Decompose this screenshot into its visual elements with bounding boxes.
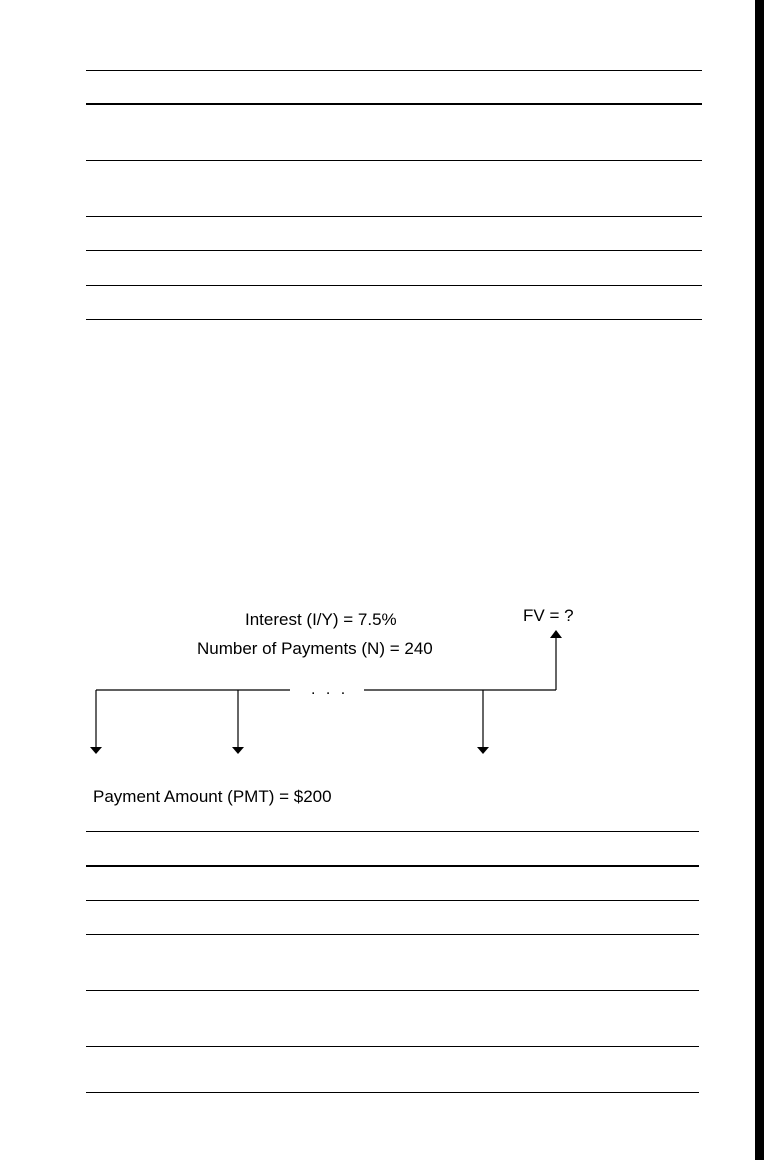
bottom-table-header-rule: [86, 865, 699, 867]
arrow-down-icon: [90, 747, 102, 754]
bottom-table-top-rule: [86, 831, 699, 832]
table-row: [86, 900, 699, 901]
table-row: [86, 990, 699, 991]
arrow-up-icon: [550, 630, 562, 638]
pmt-label: Payment Amount (PMT) = $200: [93, 787, 332, 806]
table-row: [86, 934, 699, 935]
payments-label: Number of Payments (N) = 240: [197, 639, 433, 658]
fv-label: FV = ?: [523, 606, 574, 625]
arrow-down-icon: [477, 747, 489, 754]
interest-label: Interest (I/Y) = 7.5%: [245, 610, 397, 629]
timeline-ellipsis: . . .: [311, 681, 349, 698]
table-row: [86, 1046, 699, 1047]
arrow-down-icon: [232, 747, 244, 754]
table-row: [86, 1092, 699, 1093]
